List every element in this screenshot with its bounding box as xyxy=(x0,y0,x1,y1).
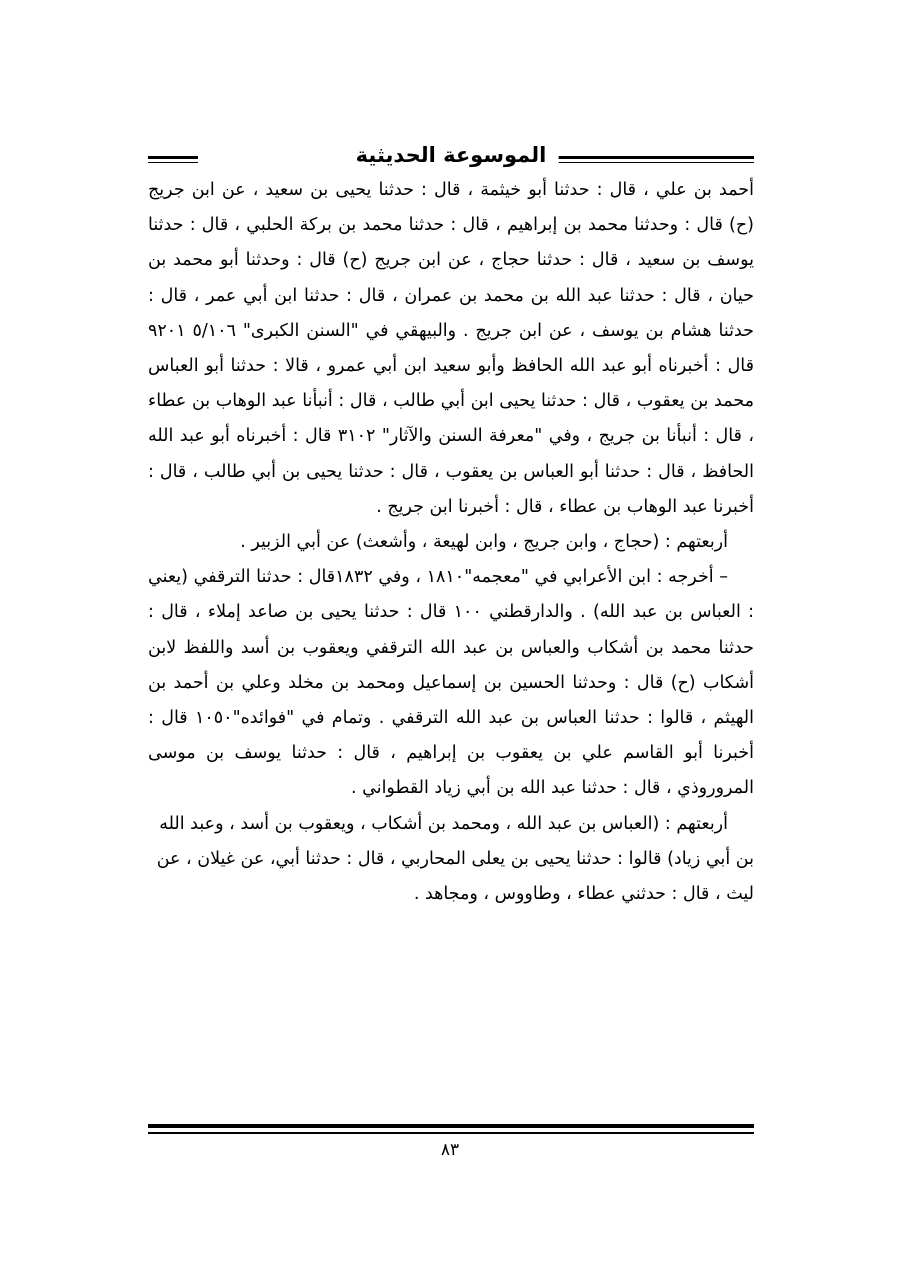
paragraph-isnad-1: أحمد بن علي ، قال : حدثنا أبو خيثمة ، قال : حدثنا يحيى بن سعيد ، عن ابن جريج (ح) قال : وحدثنا محمد بن إبراهيم ، قال : حدثنا محمد بن بركة الحلبي ، قال : حدثنا يوسف بن سعيد ، قال : حدثنا حجاج ، عن ابن جريج (ح) قال : وحدثنا أبو محمد بن حيان ، قال : حدثنا عبد الله بن محمد بن عمران ، قال : حدثنا ابن أبي عمر ، قال : حدثنا هشام بن يوسف ، عن ابن جريج . والبيهقي في "السنن الكبرى" ٥/١٠٦ ٩٢٠١ قال : أخبرناه أبو عبد الله الحافظ وأبو سعيد ابن أبي عمرو ، قالا : حدثنا أبو العباس محمد بن يعقوب ، قال : حدثنا يحيى ابن أبي طالب ، قال : أنبأنا عبد الوهاب بن عطاء ، قال : أنبأنا بن جريج ، وفي "معرفة السنن والآثار" ٣١٠٢ قال : أخبرناه أبو عبد الله الحافظ ، قال : حدثنا أبو العباس بن يعقوب ، قال : حدثنا يحيى بن أبي طالب ، قال : أخبرنا عبد الوهاب بن عطاء ، قال : أخبرنا ابن جريج . xyxy=(148,180,754,517)
header-rule-right xyxy=(530,156,754,159)
paragraph-summary-1: أربعتهم : (حجاج ، وابن جريج ، وابن لهيعة ، وأشعث) عن أبي الزبير . xyxy=(240,532,728,553)
paragraph-summary-2: أربعتهم : (العباس بن عبد الله ، ومحمد بن أشكاب ، ويعقوب بن أسد ، وعبد الله بن أبي زياد) قالوا : حدثنا يحيى بن يعلى المحاربي ، قال : حدثنا أبي، عن غيلان ، عن ليث ، قال : حدثني عطاء ، وطاووس ، ومجاهد . xyxy=(156,813,754,905)
page-number: ٨٣ xyxy=(440,1140,460,1160)
header-rule-left xyxy=(148,156,198,159)
footer-rule xyxy=(148,1124,754,1128)
body-text xyxy=(148,173,754,912)
running-title: الموسوعة الحديثية xyxy=(344,140,559,170)
page-header xyxy=(148,140,754,176)
paragraph-takhrij: – أخرجه : ابن الأعرابي في "معجمه"١٨١٠ ، وفي ١٨٣٢قال : حدثنا الترقفي (يعني : العباس بن عبد الله) . والدارقطني ١٠٠ قال : حدثنا يحيى بن صاعد إملاء ، قال : حدثنا محمد بن أشكاب والعباس بن عبد الله الترقفي ويعقوب بن أسد واللفظ لابن أشكاب (ح) قال : وحدثنا الحسين بن إسماعيل ومحمد بن مخلد وعلي بن أحمد بن الهيثم ، قالوا : حدثنا العباس بن عبد الله الترقفي . وتمام في "فوائده"١٠٥٠ قال : أخبرنا أبو القاسم علي بن يعقوب بن إبراهيم ، قال : حدثنا يوسف بن موسى المروروذي ، قال : حدثنا عبد الله بن أبي زياد القطواني . xyxy=(148,567,754,799)
